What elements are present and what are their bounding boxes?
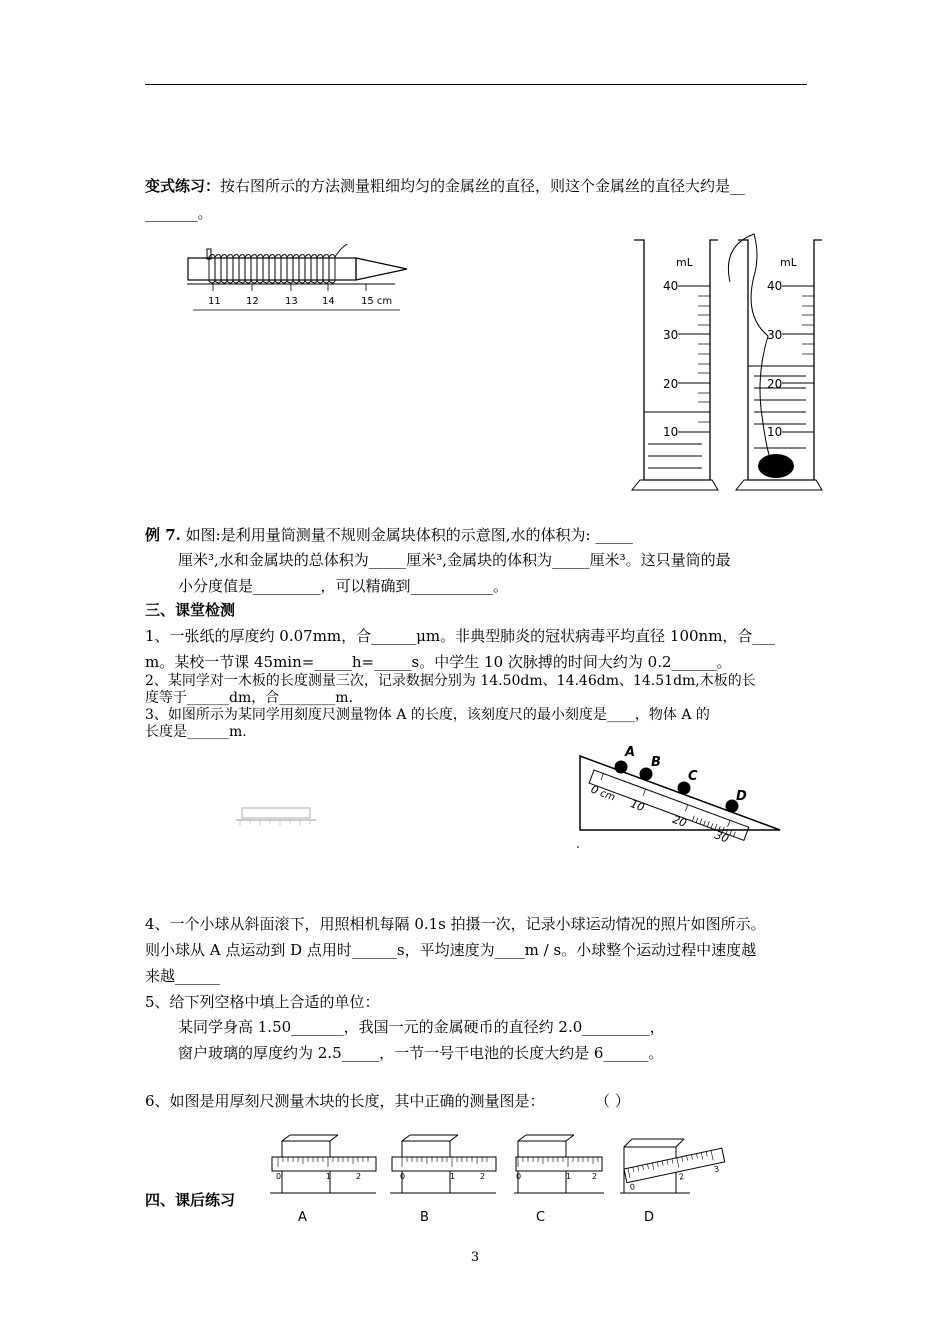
right-cyl-20: 20 bbox=[767, 377, 783, 391]
svg-text:2: 2 bbox=[356, 1172, 362, 1181]
cylinders-figure bbox=[626, 226, 826, 494]
ruler-diagram-A bbox=[270, 1135, 376, 1225]
left-cyl-unit: mL bbox=[676, 256, 693, 269]
ruler-label-C: C bbox=[536, 1210, 546, 1225]
ruler-diagram-D bbox=[620, 1139, 727, 1225]
incline-figure bbox=[574, 742, 784, 852]
svg-text:0: 0 bbox=[276, 1172, 282, 1181]
variant-line-1: 变式练习：按右图所示的方法测量粗细均匀的金属丝的直径，则这个金属丝的直径大约是__ bbox=[145, 177, 746, 195]
svg-text:1: 1 bbox=[326, 1172, 332, 1181]
coil-tick-13: 13 bbox=[285, 296, 298, 307]
right-cyl-10: 10 bbox=[767, 425, 783, 439]
svg-text:2: 2 bbox=[480, 1172, 486, 1181]
ruler-label-B: B bbox=[420, 1210, 429, 1225]
metal-block bbox=[758, 454, 794, 478]
incline-scale-cm: cm bbox=[598, 787, 617, 804]
q4-line-2: 则小球从 A 点运动到 D 点用时______s，平均速度为____m / s。小球整个运动过程中速度越 bbox=[145, 941, 757, 959]
incline-scale-10: 10 bbox=[628, 797, 647, 815]
svg-text:1: 1 bbox=[450, 1172, 456, 1181]
variant-line-2: _______。 bbox=[145, 204, 213, 222]
coil-tick-11: 11 bbox=[208, 296, 221, 307]
ruler-label-A: A bbox=[298, 1210, 307, 1225]
example7-label: 例 7. bbox=[145, 526, 181, 544]
right-cyl-30: 30 bbox=[767, 328, 783, 342]
incline-scale-0: 0 bbox=[589, 782, 601, 798]
ruler-diagram-C bbox=[514, 1135, 604, 1225]
section-3-title: 三、课堂检测 bbox=[145, 601, 236, 619]
q2-line-2: 度等于______dm，合________m. bbox=[145, 690, 353, 706]
right-cyl-40: 40 bbox=[767, 279, 783, 293]
q1-line-1: 1、一张纸的厚度约 0.07mm，合______μm。非典型肺炎的冠状病毒平均直径 100nm，合___ bbox=[145, 627, 775, 645]
header-rule bbox=[145, 84, 807, 85]
ball-A bbox=[615, 761, 628, 774]
q6-answer-paren: （ ） bbox=[602, 1092, 630, 1110]
example7-line-2: 厘米³,水和金属块的总体积为_____厘米³,金属块的体积为_____厘米³。这只量筒的最 bbox=[178, 551, 731, 569]
coil-tick-12: 12 bbox=[246, 296, 259, 307]
section-4-title: 四、课后练习 bbox=[145, 1191, 236, 1209]
page-number: 3 bbox=[470, 1250, 480, 1265]
q6-line-1: 6、如图是用厚刻尺测量木块的长度，其中正确的测量图是： （ ） bbox=[145, 1092, 630, 1110]
incline-scale-20: 20 bbox=[670, 812, 689, 830]
q5-line-1: 5、给下列空格中填上合适的单位： bbox=[145, 993, 380, 1011]
right-cyl-unit: mL bbox=[780, 256, 797, 269]
svg-text:3: 3 bbox=[713, 1164, 721, 1175]
left-cyl-20: 20 bbox=[663, 377, 679, 391]
q5-line-2: 某同学身高 1.50_______，我国一元的金属硬币的直径约 2.0_________， bbox=[178, 1018, 665, 1036]
svg-text:2: 2 bbox=[677, 1171, 685, 1182]
incline-label-A: A bbox=[625, 745, 636, 760]
left-cyl-40: 40 bbox=[663, 279, 679, 293]
svg-text:2: 2 bbox=[592, 1172, 598, 1181]
coil-ruler-figure bbox=[185, 244, 415, 314]
coil-tick-15: 15 cm bbox=[361, 296, 393, 307]
small-ruler-image bbox=[236, 806, 316, 828]
incline-label-C: C bbox=[688, 769, 698, 784]
rulers-figure bbox=[268, 1133, 728, 1228]
left-cyl-10: 10 bbox=[663, 425, 679, 439]
variant-label: 变式练习： bbox=[145, 177, 221, 195]
q3-line-2: 长度是______m. bbox=[145, 724, 247, 740]
ruler-diagram-B bbox=[390, 1135, 496, 1225]
coil-tick-14: 14 bbox=[322, 296, 335, 307]
svg-text:0: 0 bbox=[629, 1182, 636, 1193]
left-cyl-30: 30 bbox=[663, 328, 679, 342]
svg-text:0: 0 bbox=[516, 1172, 522, 1181]
example7-line-3: 小分度值是_________，可以精确到___________。 bbox=[178, 577, 509, 595]
q3-line-1: 3、如图所示为某同学用刻度尺测量物体 A 的长度，该刻度尺的最小刻度是____，物体 A 的 bbox=[145, 707, 710, 723]
incline-scale-30: 30 bbox=[712, 828, 731, 846]
svg-text:0: 0 bbox=[400, 1172, 406, 1181]
ruler-label-D: D bbox=[644, 1210, 655, 1225]
example7-line-1: 例 7. 如图:是利用量筒测量不规则金属块体积的示意图,水的体积为: _____ bbox=[145, 526, 633, 544]
incline-label-B: B bbox=[651, 755, 661, 770]
q4-line-3: 来越______ bbox=[145, 967, 221, 985]
q4-line-1: 4、一个小球从斜面滚下，用照相机每隔 0.1s 拍摄一次，记录小球运动情况的照片如图所示。 bbox=[145, 915, 766, 933]
svg-text:1: 1 bbox=[566, 1172, 572, 1181]
q5-line-3: 窗户玻璃的厚度约为 2.5_____，一节一号干电池的长度大约是 6______。 bbox=[178, 1044, 664, 1062]
q1-line-2: m。某校一节课 45min=_____h=_____s。中学生 10 次脉搏的时间大约为 0.2______。 bbox=[145, 653, 732, 671]
incline-label-D: D bbox=[736, 789, 747, 804]
q2-line-1: 2、某同学对一木板的长度测量三次，记录数据分别为 14.50dm、14.46dm、14.51dm,木板的长 bbox=[145, 673, 756, 689]
